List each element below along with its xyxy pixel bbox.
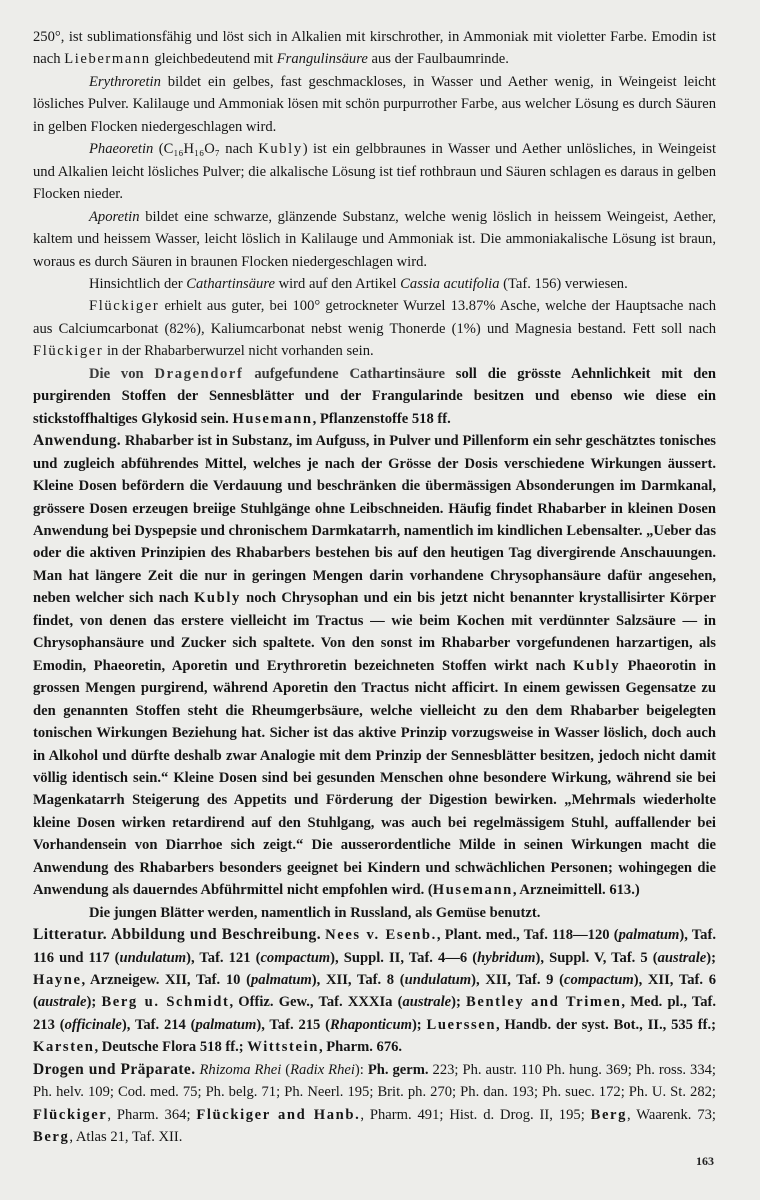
substance-name: Phaeoretin bbox=[89, 141, 154, 158]
text: ), Taf. 215 ( bbox=[256, 1016, 331, 1033]
text: gleichbedeutend mit bbox=[150, 51, 277, 68]
text: (Taf. 156) verwiesen. bbox=[499, 275, 628, 292]
substance-name: Frangulinsäure bbox=[276, 51, 368, 68]
text: bildet ein gelbes, fast geschmackloses, in Wasser und Aether wenig, in Weingeist leicht lösliches Pulver. Kalilauge und Ammoniak lösen mit schön purpurrother Farbe, aus welcher Lösung es durch Säuren in gelben Flocken niedergeschlagen wird. bbox=[33, 73, 716, 135]
text: , Med. pl., Taf. 213 ( bbox=[33, 994, 717, 1033]
author-name: Hayne bbox=[33, 972, 82, 989]
text: bildet eine schwarze, glänzende Substanz, welche wenig löslich in heissem Weingeist, Aether, kaltem und heissem Wasser, leicht löslich in Kalilauge und Ammoniak ist. Die ammoniakalische Lösung ist braun, woraus es durch Säuren in braunen Flocken niedergeschlagen wird. bbox=[33, 208, 716, 270]
text: ), Suppl. V, Taf. 5 ( bbox=[535, 949, 658, 966]
chemical-formula: (C₁₆H₁₆O₇ nach bbox=[153, 141, 259, 158]
paragraph-leaves bbox=[33, 902, 716, 924]
text: ); bbox=[411, 1016, 427, 1033]
species-name: Rhaponticum bbox=[330, 1016, 412, 1033]
species-name: australe bbox=[37, 994, 87, 1011]
text: , Pharm. 676. bbox=[318, 1039, 403, 1056]
text: , Pflanzenstoffe 518 ff. bbox=[312, 410, 451, 427]
text: Die von bbox=[89, 365, 155, 382]
paragraph-aporetin bbox=[33, 206, 716, 273]
text: ), Taf. 121 ( bbox=[186, 949, 261, 966]
text: ), XII, Taf. 6 ( bbox=[33, 972, 717, 1011]
paragraph-ash-analysis bbox=[33, 295, 716, 362]
author-name: Berg u. Schmidt bbox=[101, 994, 230, 1011]
text: ( bbox=[281, 1061, 291, 1078]
paragraph-dragendorf bbox=[33, 363, 716, 430]
species-name: australe bbox=[657, 949, 707, 966]
drug-name: Radix Rhei bbox=[290, 1061, 355, 1078]
species-name: undulatum bbox=[119, 949, 187, 966]
paragraph-erythroretin bbox=[33, 71, 716, 138]
text: soll die grösste Aehnlichkeit mit den purgirenden Stoffen der Sennesblätter und der Frangularinde besitzen und ebenso wie diese ein stickstoffhaltiges Glykosid sein. bbox=[33, 365, 717, 427]
author-name: Flückiger bbox=[33, 343, 104, 360]
author-name: Berg bbox=[590, 1106, 628, 1123]
text: erhielt aus guter, bei 100° getrockneter Wurzel 13.87% Asche, welche der Hauptsache nach aus Calciumcarbonat (82%), Kaliumcarbonat nebst wenig Thonerde (1%) und Magnesia bestand. Fett soll nach bbox=[33, 298, 716, 337]
text: ); bbox=[706, 949, 716, 966]
author-name: Liebermann bbox=[64, 51, 151, 68]
pharmacopoeia-ref: Ph. germ. bbox=[367, 1061, 429, 1078]
paragraph-anwendung bbox=[33, 430, 716, 902]
text: 250°, ist sublimationsfähig und löst sich in Alkalien mit kirschrother, in Ammoniak mit violetter Farbe. Emodin ist nach bbox=[33, 29, 716, 68]
text: 223; Ph. austr. 110 Ph. hung. 369; Ph. ross. 334; Ph. helv. 109; Cod. med. 75; Ph. belg. 71; Ph. Neerl. 195; Brit. ph. 270; Ph. dan. 193; Ph. suec. 172; Ph. U. St. 282; bbox=[33, 1061, 716, 1101]
section-heading: Litteratur. Abbildung und Beschreibung. bbox=[33, 926, 321, 944]
text: ), Suppl. II, Taf. 4—6 ( bbox=[330, 949, 478, 966]
author-name: Husemann bbox=[232, 410, 313, 427]
paragraph-drogen bbox=[33, 1059, 716, 1149]
text: ), XII, Taf. 9 ( bbox=[471, 972, 564, 989]
author-name: Karsten bbox=[33, 1039, 95, 1056]
text: Rhabarber ist in Substanz, im Aufguss, in Pulver und Pillenform ein sehr geschätztes tonisches und zugleich abführendes Mittel, welches je nach der Grösse der Dosis verschiedene Wirkungen äussert. Kleine Dosen befördern die Verdauung und beschränken die übermässigen Absonderungen im Darmkanal, grössere Dosen erzeugen breiige Stuhlgänge ohne Leibschneiden. Häufig findet Rhabarber in kleinen Dosen Anwendung bei Dyspepsie und chronischem Darmkatarrh, namentlich im kindlichen Lebensalter. „Ueber das oder die aktiven Prinzipien des Rhabarbers bestehen bis auf den heutigen Tag divergirende Anschauungen. Man hat längere Zeit die nur in geringen Mengen darin vorhandene Chrysophansäure dafür angesehen, neben welcher sich nach bbox=[33, 433, 716, 607]
text: , Arzneigew. XII, Taf. 10 ( bbox=[81, 972, 251, 989]
author-name: Flückiger bbox=[33, 1106, 108, 1123]
author-name: Wittstein bbox=[247, 1039, 319, 1056]
paragraph-emodin bbox=[33, 26, 716, 71]
text: Die jungen Blätter werden, namentlich in Russland, als Gemüse benutzt. bbox=[89, 904, 541, 921]
text: Hinsichtlich der bbox=[89, 275, 187, 292]
text: ) ist ein gelbbraunes in Wasser und Aether unlösliches, in Weingeist und Alkalien leicht lösliches Pulver; die alkalische Lösung ist tief rothbraun und Säuren schlagen es daraus in gelben Flocken nieder. bbox=[33, 141, 717, 203]
author-name: Kubly bbox=[193, 590, 241, 607]
author-name: Bentley and Trimen bbox=[466, 994, 622, 1011]
text: ), Taf. 214 ( bbox=[121, 1016, 196, 1033]
author-name: Luerssen bbox=[426, 1016, 497, 1033]
text: ), Taf. 116 und 117 ( bbox=[33, 927, 716, 966]
text: , Atlas 21, Taf. XII. bbox=[69, 1129, 183, 1146]
species-name: palmatum bbox=[195, 1016, 257, 1033]
species-name: palmatum bbox=[250, 972, 312, 989]
substance-name: Aporetin bbox=[89, 208, 140, 225]
text: wird auf den Artikel bbox=[274, 275, 401, 292]
text: , Waarenk. 73; bbox=[627, 1106, 716, 1123]
text: ), XII, Taf. 8 ( bbox=[311, 972, 405, 989]
species-name: australe bbox=[402, 994, 452, 1011]
author-name: Berg bbox=[33, 1129, 70, 1146]
species-name: officinale bbox=[64, 1016, 122, 1033]
paragraph-litteratur bbox=[33, 924, 716, 1059]
text: , Deutsche Flora 518 ff.; bbox=[94, 1039, 248, 1056]
author-name: Nees v. Esenb. bbox=[325, 927, 437, 944]
text: , Pharm. 364; bbox=[107, 1106, 197, 1123]
text: aus der Faulbaumrinde. bbox=[367, 51, 509, 68]
text: , Plant. med., Taf. 118—120 ( bbox=[436, 927, 619, 944]
text: ): bbox=[354, 1061, 368, 1078]
species-name: compactum bbox=[563, 972, 634, 989]
author-name: Kubly bbox=[258, 141, 303, 158]
article-reference: Cassia acutifolia bbox=[400, 275, 500, 292]
substance-name: Cathartinsäure bbox=[186, 275, 275, 292]
species-name: compactum bbox=[260, 949, 331, 966]
author-name: Husemann bbox=[432, 882, 513, 899]
paragraph-cathartinsaeure-ref bbox=[33, 273, 716, 295]
text: in der Rhabarberwurzel nicht vorhanden sein. bbox=[103, 343, 374, 360]
species-name: hybridum bbox=[477, 949, 536, 966]
drug-name: Rhizoma Rhei bbox=[199, 1061, 282, 1078]
page-number: 163 bbox=[696, 1154, 714, 1168]
substance-name: Cathartinsäure bbox=[349, 365, 445, 382]
section-heading: Drogen und Präparate. bbox=[33, 1060, 196, 1078]
species-name: undulatum bbox=[404, 972, 472, 989]
text: ); bbox=[86, 994, 102, 1011]
text: , Arzneimittell. 613.) bbox=[512, 882, 640, 899]
text: , Handb. der syst. Bot., II., 535 ff.; bbox=[496, 1016, 717, 1033]
author-name: Flückiger bbox=[89, 298, 160, 315]
text: aufgefundene bbox=[243, 365, 350, 382]
paragraph-phaeoretin bbox=[33, 138, 716, 205]
author-name: Kubly bbox=[573, 657, 621, 674]
substance-name: Erythroretin bbox=[89, 73, 161, 90]
text: , Offiz. Gew., Taf. XXXIa ( bbox=[229, 994, 403, 1011]
section-heading: Anwendung. bbox=[33, 432, 121, 450]
author-name: Dragendorf bbox=[154, 365, 244, 382]
text: Phaeorotin in grossen Mengen purgirend, während Aporetin den Tractus nicht afficirt. In einem gewissen Gegensatze zu den genannten Stoffen steht die Rheumgerbsäure, welche vielleicht zu den dem Rhabarber beigelegten tonischen Wirkungen Beziehung hat. Sicher ist das aktive Prinzip vorzugsweise in Wasser löslich, doch auch in Alkohol und dürfte deshalb zwar Analogie mit dem Prinzip der Sennesblätter besitzen, jedoch nicht damit völlig identisch sein.“ Kleine Dosen sind bei gesunden Menschen ohne besondere Wirkung, während sie bei Magenkatarrh Steigerung des Appetits und Förderung der Digestion bewirken. „Mehrmals wiederholte kleine Dosen wirken retardirend auf den Stuhlgang, was auch bei regelmässigem Stuhl, auffallender bei Vorhandensein von Diarrhoe sich zeigt.“ Die ausserordentliche Milde in seinen Wirkungen macht die Anwendung des Rhabarbers besonders geeignet bei Kindern und schwächlichen Personen; wohingegen die Anwendung als dauerndes Abführmittel nicht empfohlen wird. ( bbox=[33, 657, 716, 899]
species-name: palmatum bbox=[618, 927, 680, 944]
text: , Pharm. 491; Hist. d. Drog. II, 195; bbox=[360, 1106, 591, 1123]
text: noch Chrysophan und ein bis jetzt nicht benannter krystallisirter Körper findet, von denen das erstere vielleicht im Tractus — wie beim Kochen mit verdünnter Salzsäure — in Chrysophansäure und Zucker sich spaltete. Von den sonst im Rhabarber vorgefundenen harzartigen, als Emodin, Phaeoretin, Aporetin und Erythroretin bezeichneten Stoffen wirkt nach bbox=[33, 590, 716, 674]
author-name: Flückiger and Hanb. bbox=[196, 1106, 361, 1123]
text: ); bbox=[451, 994, 467, 1011]
